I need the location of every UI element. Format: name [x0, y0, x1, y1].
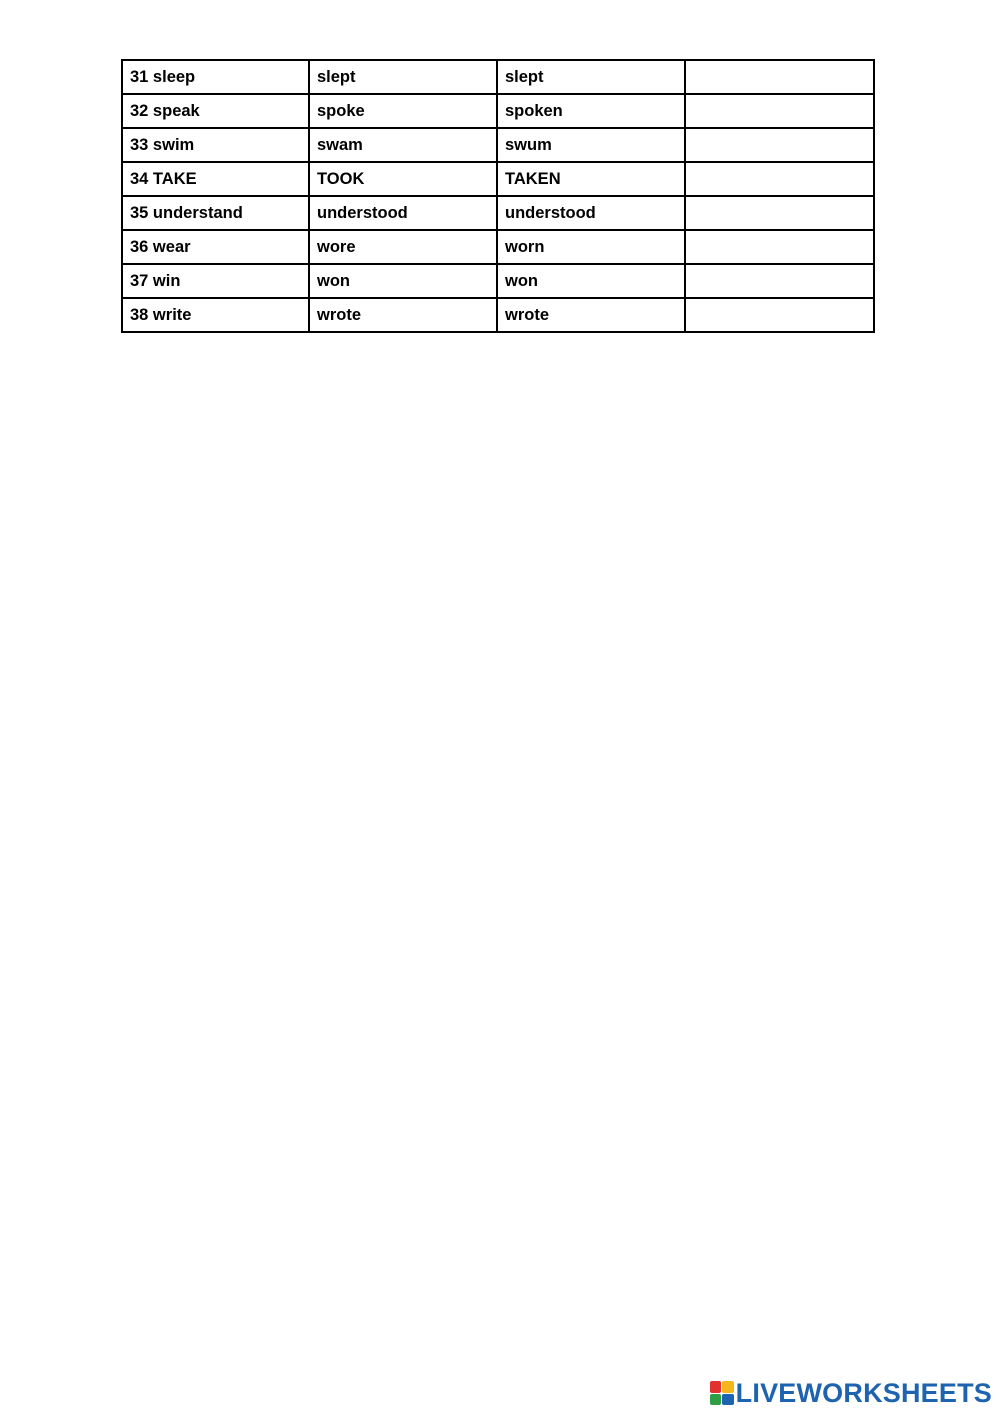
base-form-cell: 37 win	[122, 264, 309, 298]
table-row	[122, 264, 874, 298]
past-participle-cell: swum	[497, 128, 685, 162]
past-simple-cell: won	[309, 264, 497, 298]
table-row	[122, 128, 874, 162]
liveworksheets-logo-icon	[710, 1381, 734, 1405]
past-simple-cell: wrote	[309, 298, 497, 332]
past-simple-cell: wore	[309, 230, 497, 264]
logo-square-l	[710, 1381, 722, 1393]
base-form-cell: 36 wear	[122, 230, 309, 264]
base-form-cell: 32 speak	[122, 94, 309, 128]
past-participle-cell: slept	[497, 60, 685, 94]
past-participle-cell: worn	[497, 230, 685, 264]
answer-cell[interactable]	[685, 264, 874, 298]
answer-cell[interactable]	[685, 298, 874, 332]
table-row	[122, 94, 874, 128]
base-form-cell: 34 TAKE	[122, 162, 309, 196]
logo-square-v	[710, 1394, 722, 1406]
table-row	[122, 230, 874, 264]
answer-cell[interactable]	[685, 128, 874, 162]
brand-wordmark: LIVEWORKSHEETS	[735, 1378, 992, 1408]
table-row	[122, 298, 874, 332]
logo-square-i	[722, 1381, 734, 1393]
past-participle-cell: wrote	[497, 298, 685, 332]
past-simple-cell: slept	[309, 60, 497, 94]
answer-cell[interactable]	[685, 230, 874, 264]
past-participle-cell: won	[497, 264, 685, 298]
past-simple-cell: swam	[309, 128, 497, 162]
base-form-cell: 33 swim	[122, 128, 309, 162]
base-form-cell: 35 understand	[122, 196, 309, 230]
past-participle-cell: TAKEN	[497, 162, 685, 196]
past-participle-cell: understood	[497, 196, 685, 230]
past-participle-cell: spoken	[497, 94, 685, 128]
past-simple-cell: spoke	[309, 94, 497, 128]
logo-square-e	[722, 1394, 734, 1406]
past-simple-cell: understood	[309, 196, 497, 230]
answer-cell[interactable]	[685, 196, 874, 230]
answer-cell[interactable]	[685, 60, 874, 94]
past-simple-cell: TOOK	[309, 162, 497, 196]
table-row	[122, 60, 874, 94]
base-form-cell: 31 sleep	[122, 60, 309, 94]
answer-cell[interactable]	[685, 162, 874, 196]
liveworksheets-brand	[710, 1378, 992, 1408]
base-form-cell: 38 write	[122, 298, 309, 332]
table-row	[122, 196, 874, 230]
answer-cell[interactable]	[685, 94, 874, 128]
irregular-verbs-table	[121, 59, 875, 333]
table-row	[122, 162, 874, 196]
